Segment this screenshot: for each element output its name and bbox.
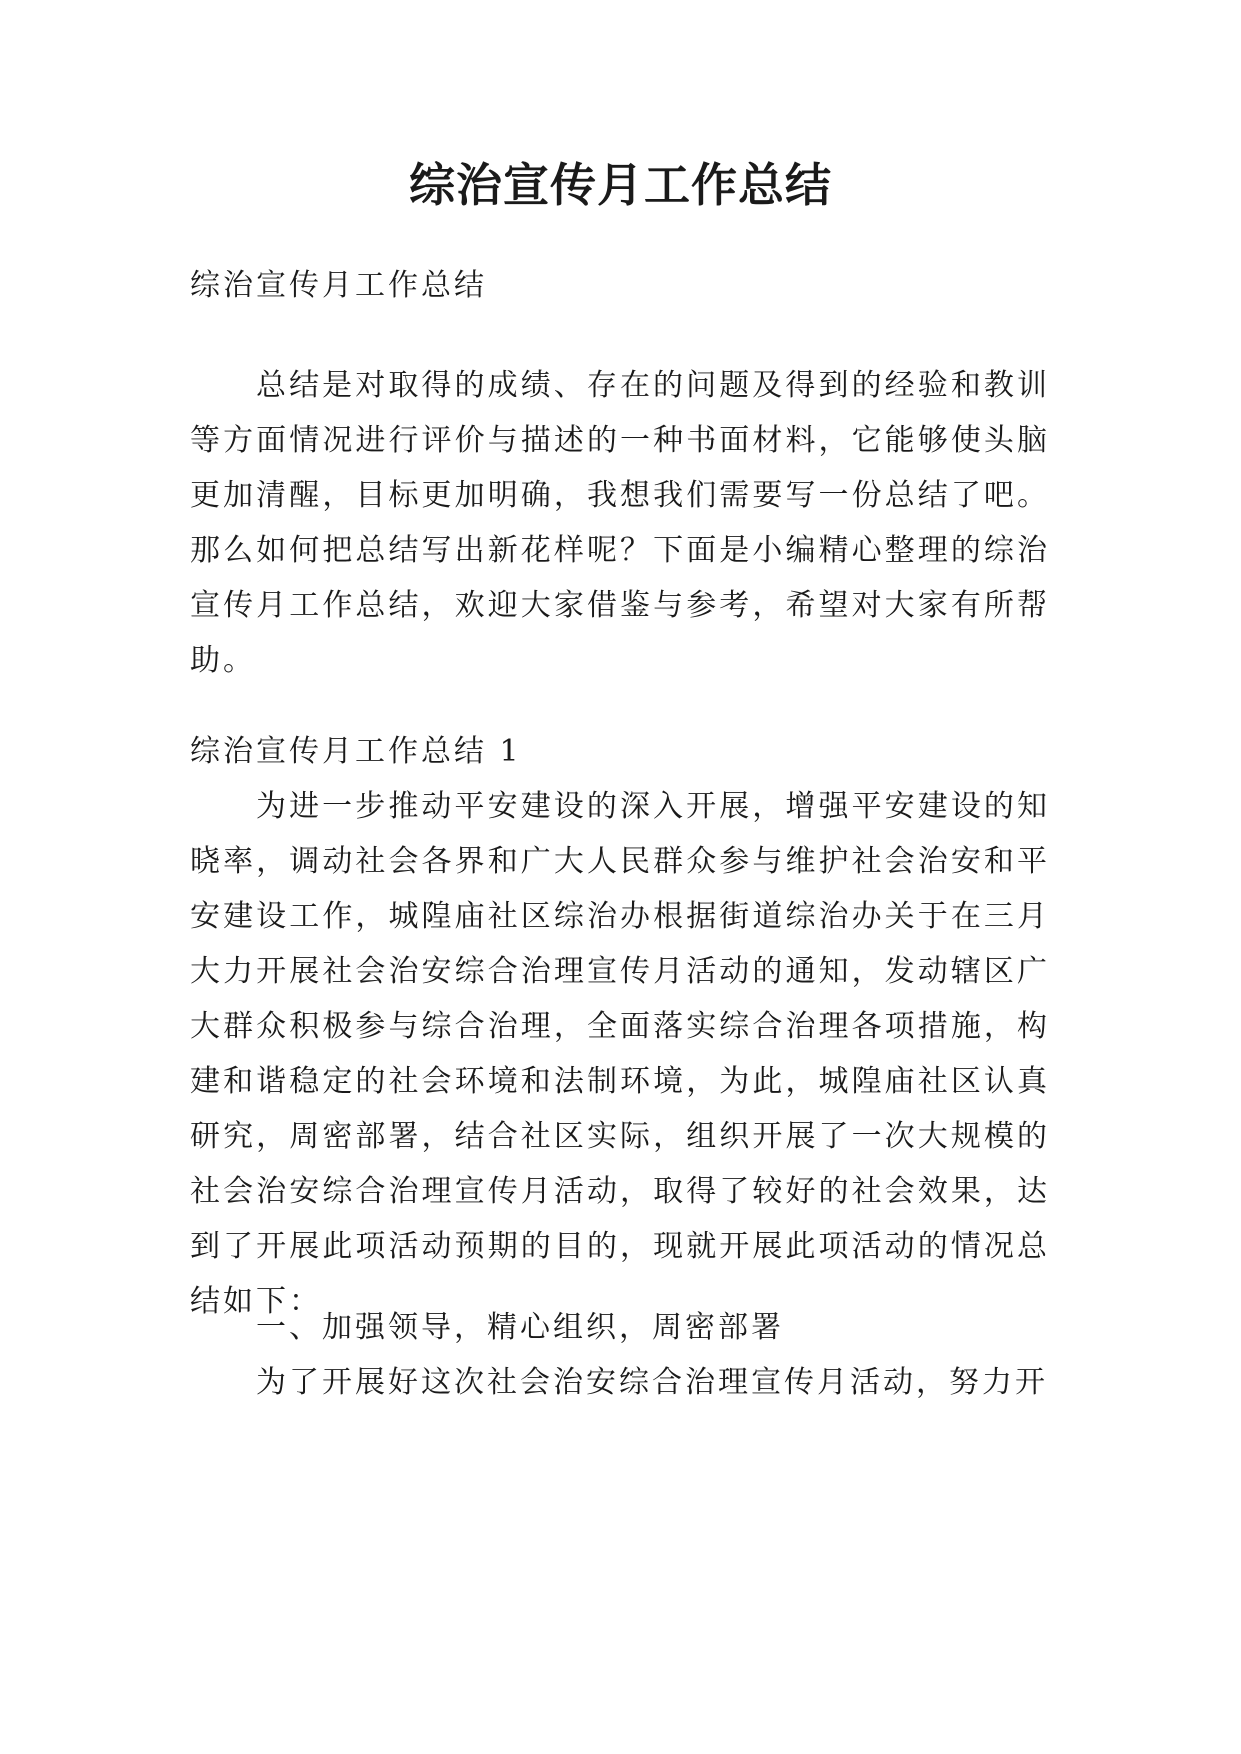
section-paragraph: 为进一步推动平安建设的深入开展，增强平安建设的知晓率，调动社会各界和广大人民群众参与维护社会治安和平安建设工作，城隍庙社区综治办根据街道综治办关于在三月大力开展社会治安综合治理宣传月活动的通知，发动辖区广大群众积极参与综合治理，全面落实综合治理各项措施，构建和谐稳定的社会环境和法制环境，为此，城隍庙社区认真研究，周密部署，结合社区实际，组织开展了一次大规模的社会治安综合治理宣传月活动，取得了较好的社会效果，达到了开展此项活动预期的目的，现就开展此项活动的情况总结如下： [190,789,1050,1319]
document-subtitle: 综治宣传月工作总结 [190,268,487,303]
subheading-one: 一、加强领导，精心组织，周密部署 [256,1310,784,1345]
document-title: 综治宣传月工作总结 [409,158,832,212]
section-heading: 综治宣传月工作总结 1 [190,734,522,769]
intro-paragraph: 总结是对取得的成绩、存在的问题及得到的经验和教训等方面情况进行评价与描述的一种书面材料，它能够使头脑更加清醒，目标更加明确，我想我们需要写一份总结了吧。那么如何把总结写出新花样呢？下面是小编精心整理的综治宣传月工作总结，欢迎大家借鉴与参考，希望对大家有所帮助。 [190,368,1050,678]
paragraph-two: 为了开展好这次社会治安综合治理宣传月活动，努力开 [256,1365,1048,1400]
